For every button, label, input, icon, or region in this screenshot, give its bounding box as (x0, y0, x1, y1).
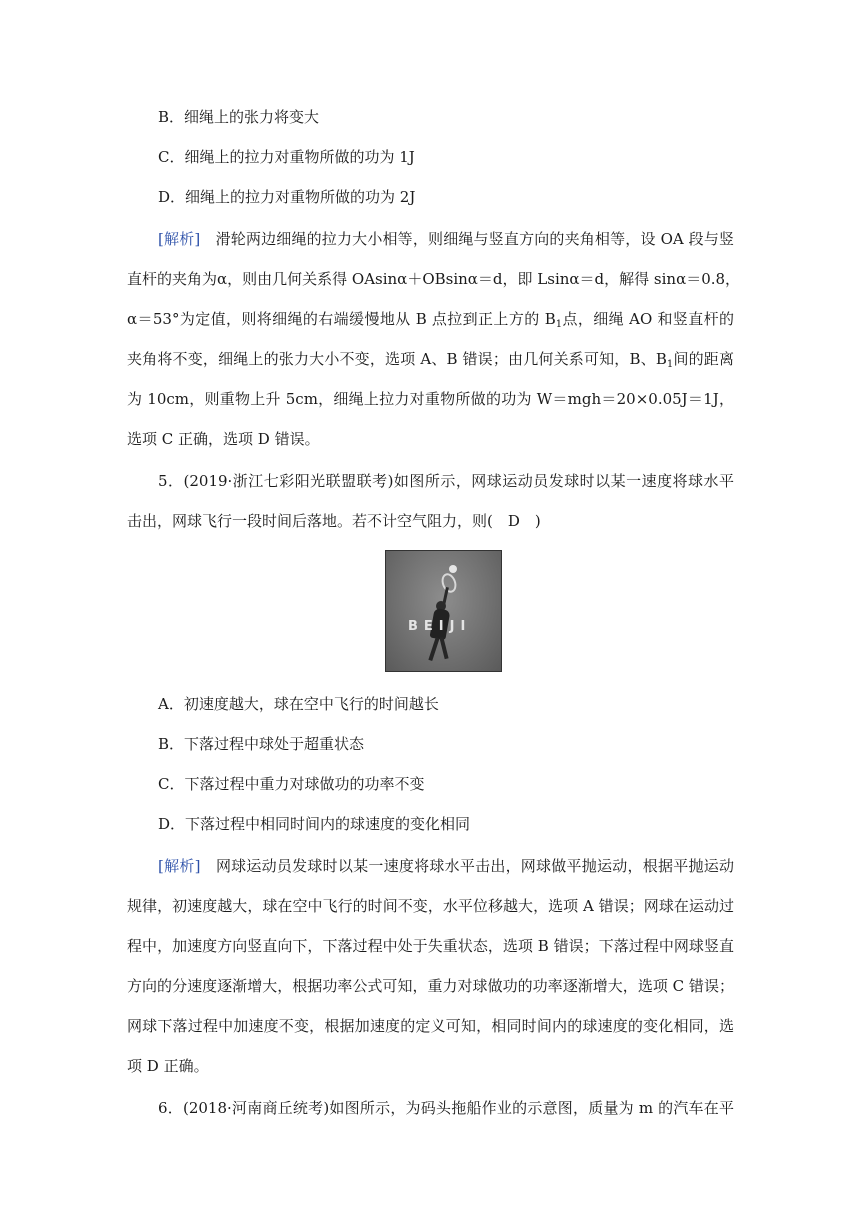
prev-analysis-line-6: 选项 C 正确，选项 D 错误。 (127, 430, 320, 448)
q5-analysis-line-1: [解析] 网球运动员发球时以某一速度将球水平击出，网球做平抛运动，根据平抛运动 (158, 857, 734, 875)
prev-analysis-line-5: 为 10cm，则重物上升 5cm，细绳上拉力对重物所做的功为 W＝mgh＝20×0.05J＝1J， (127, 390, 734, 408)
q5-stem-line-1: 5．(2019·浙江七彩阳光联盟联考)如图所示，网球运动员发球时以某一速度将球水平 (158, 472, 734, 490)
q5-option-c: C．下落过程中重力对球做功的功率不变 (158, 775, 425, 793)
tennis-racket (439, 571, 459, 595)
prev-analysis-line-4: 夹角将不变，细绳上的张力大小不变，选项 A、B 错误；由几何关系可知，B、$B_1$间的距离 (127, 350, 734, 370)
prev-analysis-line-3: α＝53°为定值，则将细绳的右端缓慢地从 B 点拉到正上方的 $B_1$点，细绳 AO 和竖直杆的 (127, 310, 734, 330)
prev-option-b: B．细绳上的张力将变大 (158, 108, 320, 126)
analysis-tag: [解析] (158, 230, 201, 248)
q5-analysis-line-2: 规律，初速度越大，球在空中飞行的时间不变，水平位移越大，选项 A 错误；网球在运动过 (127, 897, 734, 915)
q5-analysis-line-5: 网球下落过程中加速度不变，根据加速度的定义可知，相同时间内的球速度的变化相同，选 (127, 1017, 734, 1035)
q5-option-d: D．下落过程中相同时间内的球速度的变化相同 (158, 815, 471, 833)
q6-stem-line-1: 6．(2018·河南商丘统考)如图所示，为码头拖船作业的示意图，质量为 m 的汽车在平 (158, 1099, 734, 1117)
photo-watermark-text: BEIJI (408, 619, 472, 634)
q5-analysis-line-6: 项 D 正确。 (127, 1057, 209, 1075)
tennis-serve-photo (385, 550, 502, 672)
prev-analysis-line-1: [解析] 滑轮两边细绳的拉力大小相等，则细绳与竖直方向的夹角相等，设 OA 段与竖 (158, 230, 734, 248)
prev-analysis-line-2: 直杆的夹角为α，则由几何关系得 OAsinα＋OBsinα＝d，即 Lsinα＝d，解得 sinα＝0.8， (127, 270, 741, 288)
q5-option-b: B．下落过程中球处于超重状态 (158, 735, 365, 753)
analysis-tag: [解析] (158, 857, 201, 875)
q5-analysis-line-3: 程中，加速度方向竖直向下，下落过程中处于失重状态，选项 B 错误；下落过程中网球竖直 (127, 937, 734, 955)
tennis-ball (449, 565, 457, 573)
prev-option-d: D．细绳上的拉力对重物所做的功为 2J (158, 188, 416, 206)
q5-stem-line-2: 击出，网球飞行一段时间后落地。若不计空气阻力，则( D ) (127, 512, 541, 530)
q5-option-a: A．初速度越大，球在空中飞行的时间越长 (158, 695, 439, 713)
q5-analysis-line-4: 方向的分速度逐渐增大，根据功率公式可知，重力对球做功的功率逐渐增大，选项 C 错误； (127, 977, 734, 995)
prev-option-c: C．细绳上的拉力对重物所做的功为 1J (158, 148, 415, 166)
